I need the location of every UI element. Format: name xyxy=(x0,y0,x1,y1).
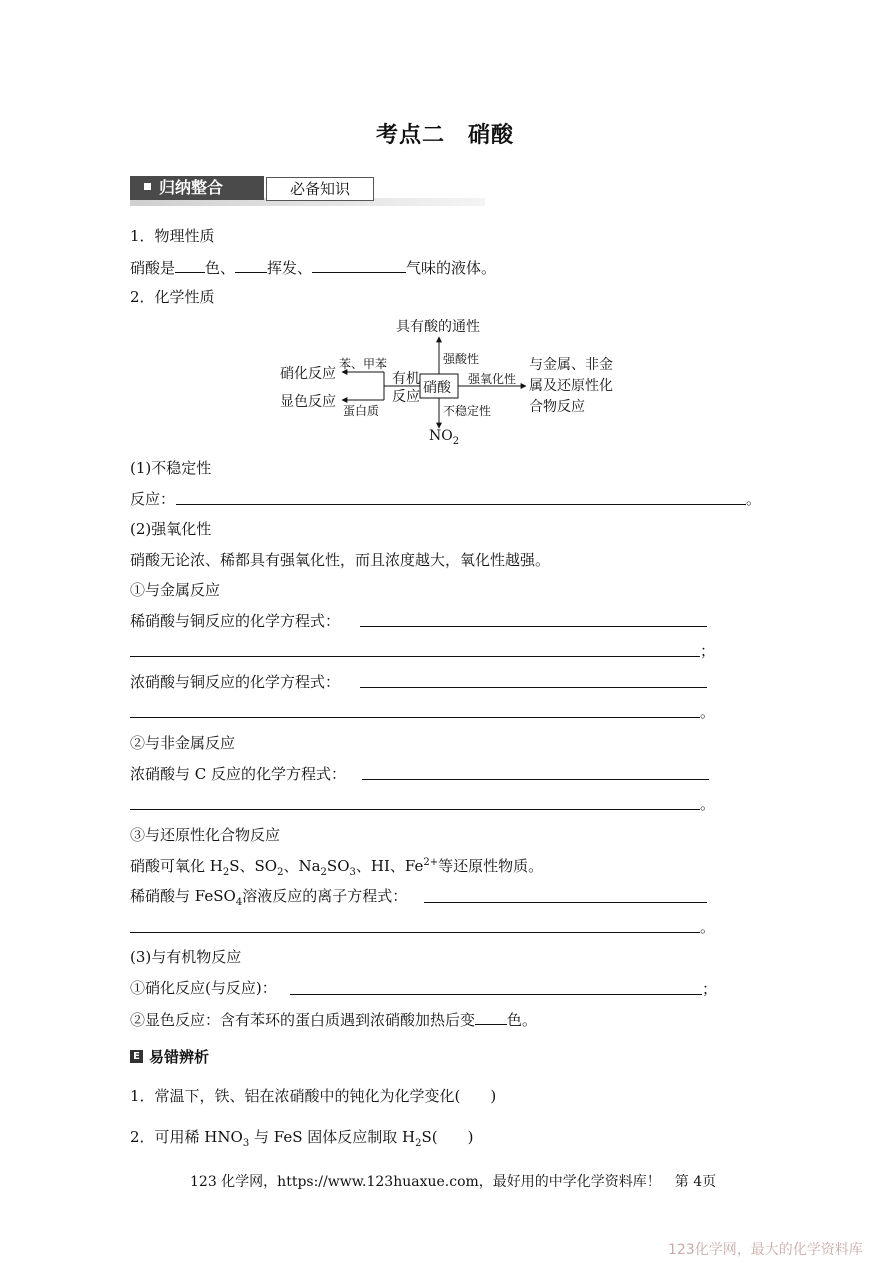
section-banner xyxy=(130,176,485,202)
chemical-property-diagram xyxy=(276,312,626,447)
blank-odor[interactable] xyxy=(312,256,406,273)
sec1-text-c: 挥发、 xyxy=(267,259,313,277)
feso4-line-2[interactable] xyxy=(130,932,700,933)
diagram-acid-label: 强酸性 xyxy=(443,352,480,366)
sec1-text-d: 气味的液体。 xyxy=(406,259,497,277)
q2-a: 2．可用稀 HNO xyxy=(130,1128,243,1146)
page-footer: 123 化学网，https://www.123huaxue.com，最好用的中学化学资料库！ 第 4页 xyxy=(190,1174,717,1190)
watermark: 123化学网，最大的化学资料库 xyxy=(668,1242,863,1258)
diagram-nitration: 硝化反应 xyxy=(280,366,336,382)
diagram-protein-label: 蛋白质 xyxy=(343,404,380,418)
no2-sub: 2 xyxy=(452,435,460,447)
p2-sub3: ③与还原性化合物反应 xyxy=(130,826,281,844)
conc-c-line-2[interactable] xyxy=(130,809,700,810)
conc-cu-label: 浓硝酸与铜反应的化学方程式： xyxy=(130,673,341,691)
feso4-line-1[interactable] xyxy=(424,902,707,903)
diagram-organic-1: 有机 xyxy=(392,371,420,387)
diagram-center: 硝酸 xyxy=(423,380,451,396)
conc-c-line-1[interactable] xyxy=(362,779,709,780)
ox-d: SO xyxy=(326,857,350,875)
blank-volatile[interactable] xyxy=(235,256,267,273)
p3-nitration-line[interactable] xyxy=(290,994,702,995)
diagram-right-3: 合物反应 xyxy=(529,399,585,415)
feso4-b: 溶液反应的离子方程式： xyxy=(242,887,408,905)
error-q2 xyxy=(130,1126,473,1149)
p2-sub1: ①与金属反应 xyxy=(130,581,221,599)
p1-label: 反应： xyxy=(130,490,176,508)
dilute-cu-line-2[interactable] xyxy=(130,656,700,657)
banner-light-tab: 必备知识 xyxy=(266,177,374,201)
ox-b: S、SO xyxy=(229,857,278,875)
banner-dark-label: 归纳整合 xyxy=(159,178,224,197)
conc-cu-line-2[interactable] xyxy=(130,717,700,718)
ox-sub-na2: 2 xyxy=(320,867,327,878)
blank-color[interactable] xyxy=(175,256,205,273)
diagram-right-2: 属及还原性化 xyxy=(529,378,613,394)
errors-heading: 易错辨析 xyxy=(149,1048,210,1066)
ox-sub-so3: 3 xyxy=(349,867,356,878)
diagram-oxidizing-label: 强氧化性 xyxy=(468,372,517,386)
feso4-sub: 4 xyxy=(235,897,243,908)
p3-nitration-label: ①硝化反应(与反应)： xyxy=(130,979,277,997)
p3-color-line xyxy=(130,1008,537,1030)
diagram-top: 具有酸的通性 xyxy=(396,319,480,335)
diagram-color-reaction: 显色反应 xyxy=(280,394,336,410)
blank-color-result[interactable] xyxy=(475,1008,507,1025)
feso4-label xyxy=(130,885,407,908)
q2-b: 与 FeS 固体反应制取 H xyxy=(249,1128,416,1146)
diagram-organic-2: 反应 xyxy=(392,389,420,405)
ox-c: 、Na xyxy=(283,857,321,875)
diagram-unstable-label: 不稳定性 xyxy=(443,404,492,418)
sec1-text-a: 硝酸是 xyxy=(130,259,176,277)
oxidize-line xyxy=(130,855,543,878)
conc-c-end: 。 xyxy=(700,795,716,813)
p3-color-b: 色。 xyxy=(507,1011,538,1029)
banner-dark-tab xyxy=(130,176,264,200)
conc-cu-end: 。 xyxy=(700,703,716,721)
conc-cu-line-1[interactable] xyxy=(360,687,707,688)
ox-sub-so2: 2 xyxy=(277,867,284,878)
ox-f: 等还原性物质。 xyxy=(438,857,544,875)
p1-end: 。 xyxy=(746,490,762,508)
conc-c-label: 浓硝酸与 C 反应的化学方程式： xyxy=(130,765,347,783)
p3-nitration-end: ； xyxy=(702,980,718,998)
diagram-right-1: 与金属、非金 xyxy=(529,357,613,373)
p1-heading: (1)不稳定性 xyxy=(130,459,212,477)
ox-sup-fe: 2+ xyxy=(423,857,439,868)
ox-e: 、HI、Fe xyxy=(355,857,424,875)
error-q1: 1．常温下，铁、铝在浓硝酸中的钝化为化学变化( ) xyxy=(130,1087,497,1105)
error-icon: E xyxy=(130,1050,143,1063)
sec1-line xyxy=(130,256,496,278)
q2-sub1: 3 xyxy=(242,1138,250,1149)
dilute-cu-label: 稀硝酸与铜反应的化学方程式： xyxy=(130,612,341,630)
p2-sub2: ②与非金属反应 xyxy=(130,734,236,752)
p1-answer-line[interactable] xyxy=(176,504,746,505)
feso4-a: 稀硝酸与 FeSO xyxy=(130,887,236,905)
sec2-heading: 2．化学性质 xyxy=(130,288,215,306)
square-icon xyxy=(144,183,151,190)
diagram-benzene-label: 苯、甲苯 xyxy=(339,357,388,371)
dilute-cu-end: ； xyxy=(700,642,716,660)
page-title: 考点二 硝酸 xyxy=(376,122,515,148)
diagram-no2 xyxy=(429,428,459,447)
p2-desc: 硝酸无论浓、稀都具有强氧化性，而且浓度越大，氧化性越强。 xyxy=(130,551,551,569)
p3-heading: (3)与有机物反应 xyxy=(130,948,242,966)
sec1-text-b: 色、 xyxy=(205,259,236,277)
ox-a: 硝酸可氧化 H xyxy=(130,857,223,875)
p2-heading: (2)强氧化性 xyxy=(130,520,212,538)
q2-c: S( ) xyxy=(421,1128,474,1146)
feso4-end: 。 xyxy=(700,918,716,936)
dilute-cu-line-1[interactable] xyxy=(360,626,707,627)
no2-text: NO xyxy=(429,428,453,444)
ox-sub-h2s: 2 xyxy=(222,867,230,878)
errors-heading-row xyxy=(130,1046,209,1067)
sec1-heading: 1．物理性质 xyxy=(130,227,215,245)
q2-sub2: 2 xyxy=(415,1138,422,1149)
p3-color-a: ②显色反应：含有苯环的蛋白质遇到浓硝酸加热后变 xyxy=(130,1011,476,1029)
